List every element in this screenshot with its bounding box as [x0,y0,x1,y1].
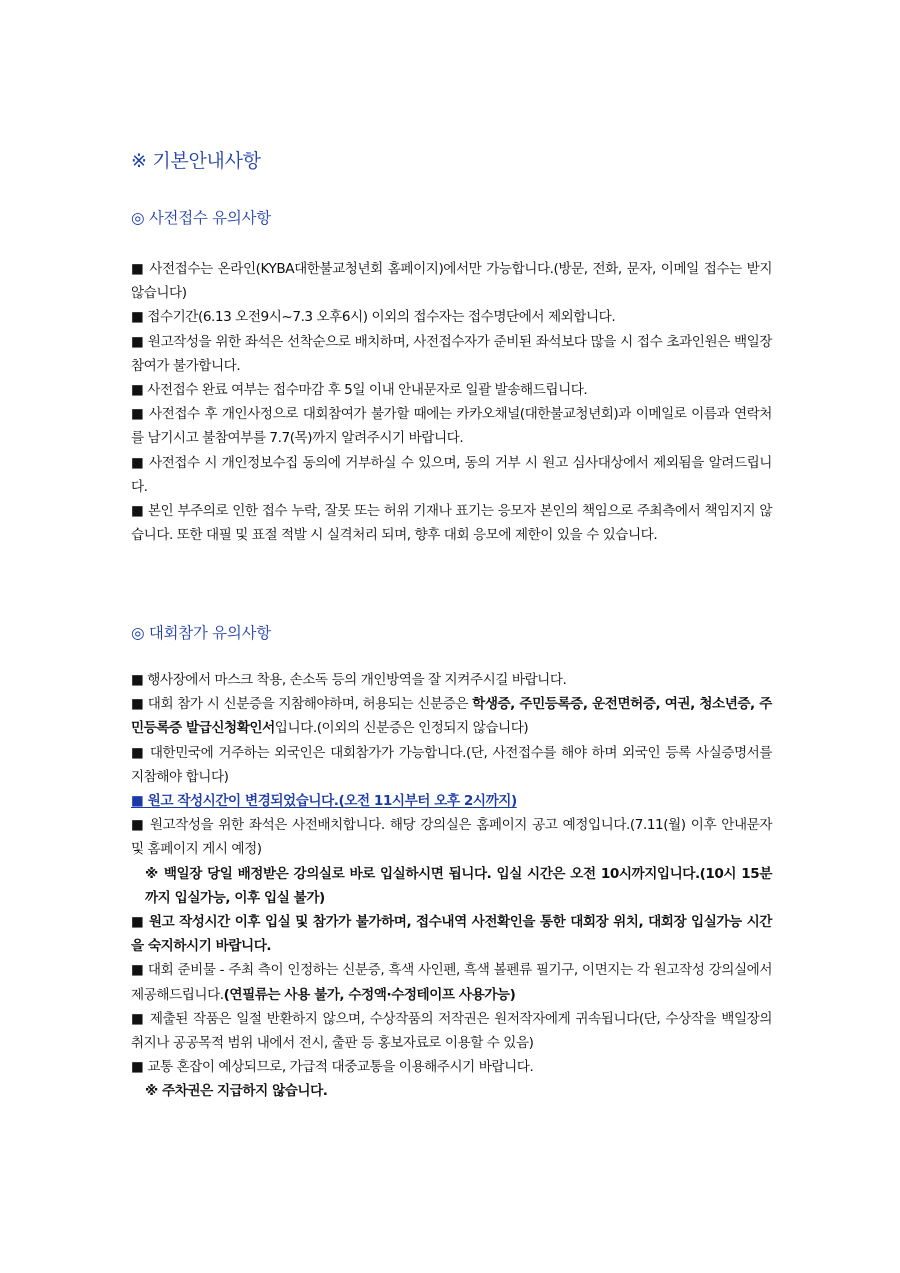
list-item: ■ 원고작성을 위한 좌석은 사전배치합니다. 해당 강의실은 홈페이지 공고 예정입니다.(7.11(월) 이후 안내문자 및 홈페이지 게시 예정) [131,817,772,858]
participation-list [131,668,772,1104]
list-item: ■ 행사장에서 마스크 착용, 손소독 등의 개인방역을 잘 지켜주시길 바랍니다. [131,672,567,688]
supplies-text: ■ 대회 준비물 - 주최 측이 인정하는 신분증, 흑색 사인펜, 흑색 볼펜류 필기구, 이면지는 각 원고작성 강의실에서 제공해드립니다. [131,962,772,1003]
page-title: ※ 기본안내사항 [131,150,261,172]
section-heading-preregistration: ◎ 사전접수 유의사항 [131,209,271,227]
list-item: ■ 대한민국에 거주하는 외국인은 대회참가가 가능합니다.(단, 사전접수를 해야 하며 외국인 등록 사실증명서를 지참해야 합니다) [131,744,772,785]
list-item-id [131,692,772,740]
preregistration-list [131,257,772,547]
list-item: ■ 접수기간(6.13 오전9시~7.3 오후6시) 이외의 접수자는 접수명단에서 제외합니다. [131,309,616,326]
list-item: ■ 사전접수 시 개인정보수집 동의에 거부하실 수 있으며, 동의 거부 시 원고 심사대상에서 제외됨을 알려드립니다. [131,454,772,495]
list-item-supplies [131,958,772,1006]
list-item: ■ 본인 부주의로 인한 접수 누락, 잘못 또는 허위 기재나 표기는 응모자 본인의 책임으로 주최측에서 책임지지 않습니다. 또한 대필 및 표절 적발 시 실격처리 되며, 향후 대회 응모에 제한이 있을 수 있습니다. [131,503,772,544]
parking-note: ※ 주차권은 지급하지 않습니다. [145,1083,328,1100]
id-text-pre: ■ 대회 참가 시 신분증을 지참해야하며, 허용되는 신분증은 [131,696,473,713]
time-change-notice-link[interactable]: ■ 원고 작성시간이 변경되었습니다.(오전 11시부터 오후 2시까지) [131,793,517,810]
list-item: ■ 원고작성을 위한 좌석은 선착순으로 배치하며, 사전접수자가 준비된 좌석보다 많을 시 접수 초과인원은 백일장 참여가 불가합니다. [131,333,772,374]
id-text-post: 입니다.(이외의 신분증은 인정되지 않습니다) [274,720,529,737]
list-item: ■ 교통 혼잡이 예상되므로, 가급적 대중교통을 이용해주시기 바랍니다. [131,1059,534,1076]
id-allowed-list: 학생증, 주민등록증, 운전면허증, 여권, 청소년증, 주민등록증 발급신청확인서 [131,696,772,737]
supplies-bold-note: (연필류는 사용 불가, 수정액·수정테이프 사용가능) [223,986,516,1003]
list-item: ■ 사전접수는 온라인(KYBA대한불교청년회 홈페이지)에서만 가능합니다.(방문, 전화, 문자, 이메일 접수는 받지 않습니다) [131,261,772,302]
entry-time-note: ※ 백일장 당일 배정받은 강의실로 바로 입실하시면 됩니다. 입실 시간은 오전 10시까지입니다.(10시 15분까지 입실가능, 이후 입실 불가) [145,865,772,906]
list-item-late: ■ 원고 작성시간 이후 입실 및 참가가 불가하며, 접수내역 사전확인을 통한 대회장 위치, 대회장 입실가능 시간을 숙지하시기 바랍니다. [131,914,772,955]
list-item: ■ 사전접수 후 개인사정으로 대회참여가 불가할 때에는 카카오채널(대한불교청년회)과 이메일로 이름과 연락처를 남기시고 불참여부를 7.7(목)까지 알려주시기 바랍니다. [131,406,772,447]
section-heading-participation: ◎ 대회참가 유의사항 [131,624,271,642]
list-item: ■ 제출된 작품은 일절 반환하지 않으며, 수상작품의 저작권은 원저작자에게 귀속됩니다(단, 수상작을 백일장의 취지나 공공목적 범위 내에서 전시, 출판 등 홍보자료로 이용할 수 있음) [131,1010,772,1052]
list-item: ■ 사전접수 완료 여부는 접수마감 후 5일 이내 안내문자로 일괄 발송해드립니다. [131,382,588,399]
